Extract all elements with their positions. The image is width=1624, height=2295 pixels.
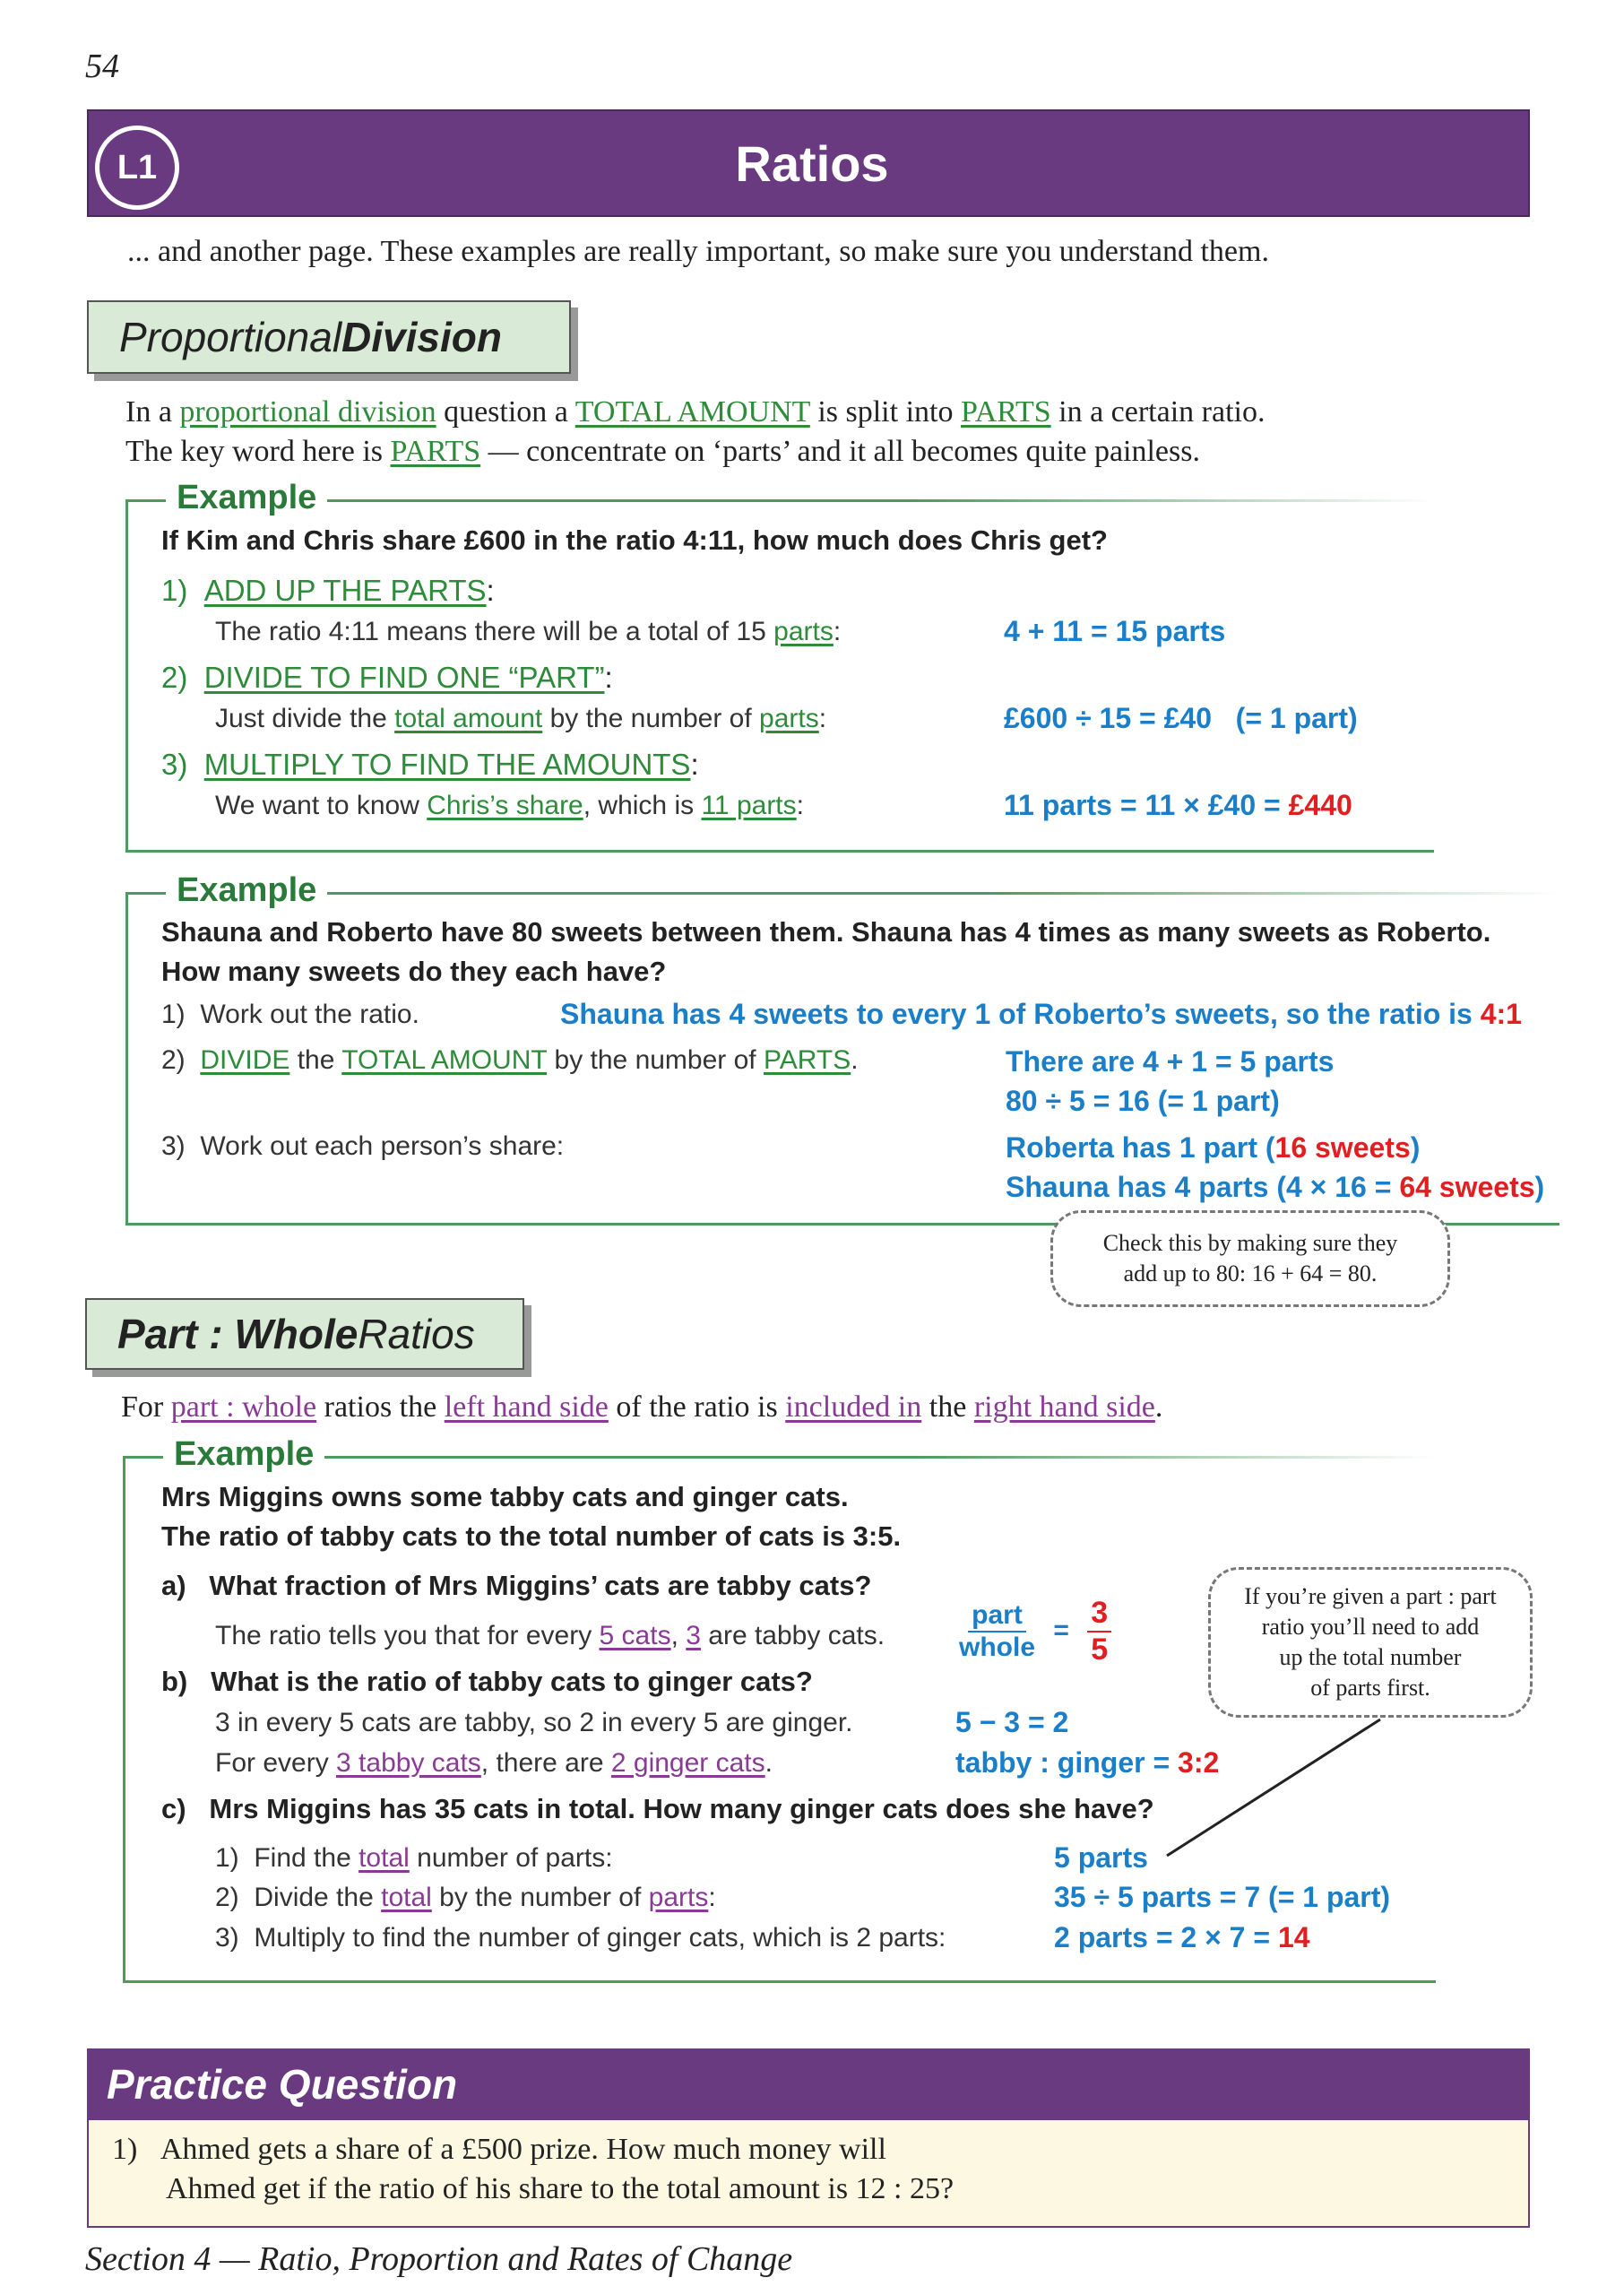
example-label: Example [163,1435,324,1474]
example-box-2-topline [125,892,1559,895]
page-number: 54 [85,48,119,85]
example-label: Example [166,479,327,517]
example3-part-b-sub1: 3 in every 5 cats are tabby, so 2 in every 5 are ginger. [215,1708,853,1737]
example1-answer1: 4 + 11 = 15 parts [1004,615,1226,647]
intro-text: ... and another page. These examples are really important, so make sure you understand them. [127,235,1269,268]
example1-step3: 3) MULTIPLY TO FIND THE AMOUNTS: [161,748,699,781]
fraction-three-fifths: $\frac{3}{5}$ [1087,1596,1111,1667]
example1-step1-sub: The ratio 4:11 means there will be a total of 15 parts: [215,617,842,646]
example3-answer-c1: 5 parts [1054,1841,1148,1874]
example2-question-line1: Shauna and Roberto have 80 sweets between them. Shauna has 4 times as many sweets as Roberto. [161,916,1491,948]
example2-step2: 2) DIVIDE the TOTAL AMOUNT by the number of PARTS. [161,1045,859,1075]
footer-section-title: Section 4 — Ratio, Proportion and Rates of Change [85,2240,793,2278]
example1-step1: 1) ADD UP THE PARTS: [161,574,495,607]
example1-step2-sub: Just divide the total amount by the number of parts: [215,704,827,733]
example3-part-a-sub: The ratio tells you that for every 5 cats, 3 are tabby cats. [215,1621,885,1650]
example3-part-c: c) Mrs Miggins has 35 cats in total. How many ginger cats does she have? [161,1793,1154,1824]
section-heading-proportional-division: Proportional Division [87,300,571,374]
example3-part-b-sub2: For every 3 tabby cats, there are 2 ginger cats. [215,1748,773,1778]
example1-step2: 2) DIVIDE TO FIND ONE “PART”: [161,661,613,694]
section1-paragraph: In a proportional division question a TOTAL AMOUNT is split into PARTS in a certain ratio. The key word here is PARTS — concentrate on ‘parts’ and it all becomes quite painless. [125,395,1266,468]
part-part-tip-bubble: If you’re given a part : part ratio you’ll need to add up the total number of parts first. [1208,1567,1533,1718]
example3-intro-line1: Mrs Miggins owns some tabby cats and ginger cats. [161,1481,849,1512]
level-badge-icon: L1 [95,126,179,210]
practice-question-header: Practice Question [87,2048,1530,2120]
section-heading-part-whole-ratios: Part : Whole Ratios [85,1298,524,1370]
example2-step3: 3) Work out each person’s share: [161,1131,565,1161]
example3-part-a: a) What fraction of Mrs Miggins’ cats are tabby cats? [161,1570,872,1601]
example3-part-c-step1: 1) Find the total number of parts: [215,1843,613,1873]
practice-question-text: 1) Ahmed gets a share of a £500 prize. How much money will Ahmed get if the ratio of his share to the total amount is 12 : 25? [112,2133,955,2205]
example3-intro-line2: The ratio of tabby cats to the total number of cats is 3:5. [161,1520,902,1552]
example2-answer1: Shauna has 4 sweets to every 1 of Roberto’s sweets, so the ratio is 4:1 [560,998,1522,1030]
bubble-pointer-line [1156,1712,1389,1865]
example1-answer3: 11 parts = 11 × £40 = £440 [1004,789,1352,821]
example3-part-c-step2: 2) Divide the total by the number of parts: [215,1883,716,1912]
example3-answer-b2: tabby : ginger = 3:2 [955,1746,1220,1779]
part-whole-fraction: $\frac{\text{part}}{\text{whole}}$ [959,1600,1036,1662]
example2-answer2a: There are 4 + 1 = 5 parts [1006,1045,1335,1078]
example3-answer-c3: 2 parts = 2 × 7 = 14 [1054,1921,1310,1953]
example2-step1: 1) Work out the ratio. [161,1000,419,1029]
example1-step3-sub: We want to know Chris’s share, which is 11 parts: [215,791,804,820]
example2-answer3a: Roberta has 1 part (16 sweets) [1006,1131,1421,1164]
example1-question: If Kim and Chris share £600 in the ratio 4:11, how much does Chris get? [161,524,1108,556]
example2-answer3b: Shauna has 4 parts (4 × 16 = 64 sweets) [1006,1171,1545,1203]
example2-question-line2: How many sweets do they each have? [161,956,667,987]
check-note-bubble: Check this by making sure they add up to 80: 16 + 64 = 80. [1050,1210,1450,1307]
example-label: Example [166,871,327,910]
example3-part-b: b) What is the ratio of tabby cats to ginger cats? [161,1666,813,1697]
page-title: Ratios [735,134,889,192]
example2-answer2b: 80 ÷ 5 = 16 (= 1 part) [1006,1085,1280,1117]
example3-answer-b1: 5 − 3 = 2 [955,1706,1069,1738]
fraction-answer: $\frac{\text{part}}{\text{whole}}$ = $\frac{3}{5}$ [959,1596,1111,1667]
section2-paragraph: For part : whole ratios the left hand side of the ratio is included in the right hand side. [121,1390,1163,1424]
example3-answer-c2: 35 ÷ 5 parts = 7 (= 1 part) [1054,1881,1391,1913]
example3-part-c-step3: 3) Multiply to find the number of ginger cats, which is 2 parts: [215,1923,946,1953]
example1-answer2: £600 ÷ 15 = £40 (= 1 part) [1004,702,1358,734]
